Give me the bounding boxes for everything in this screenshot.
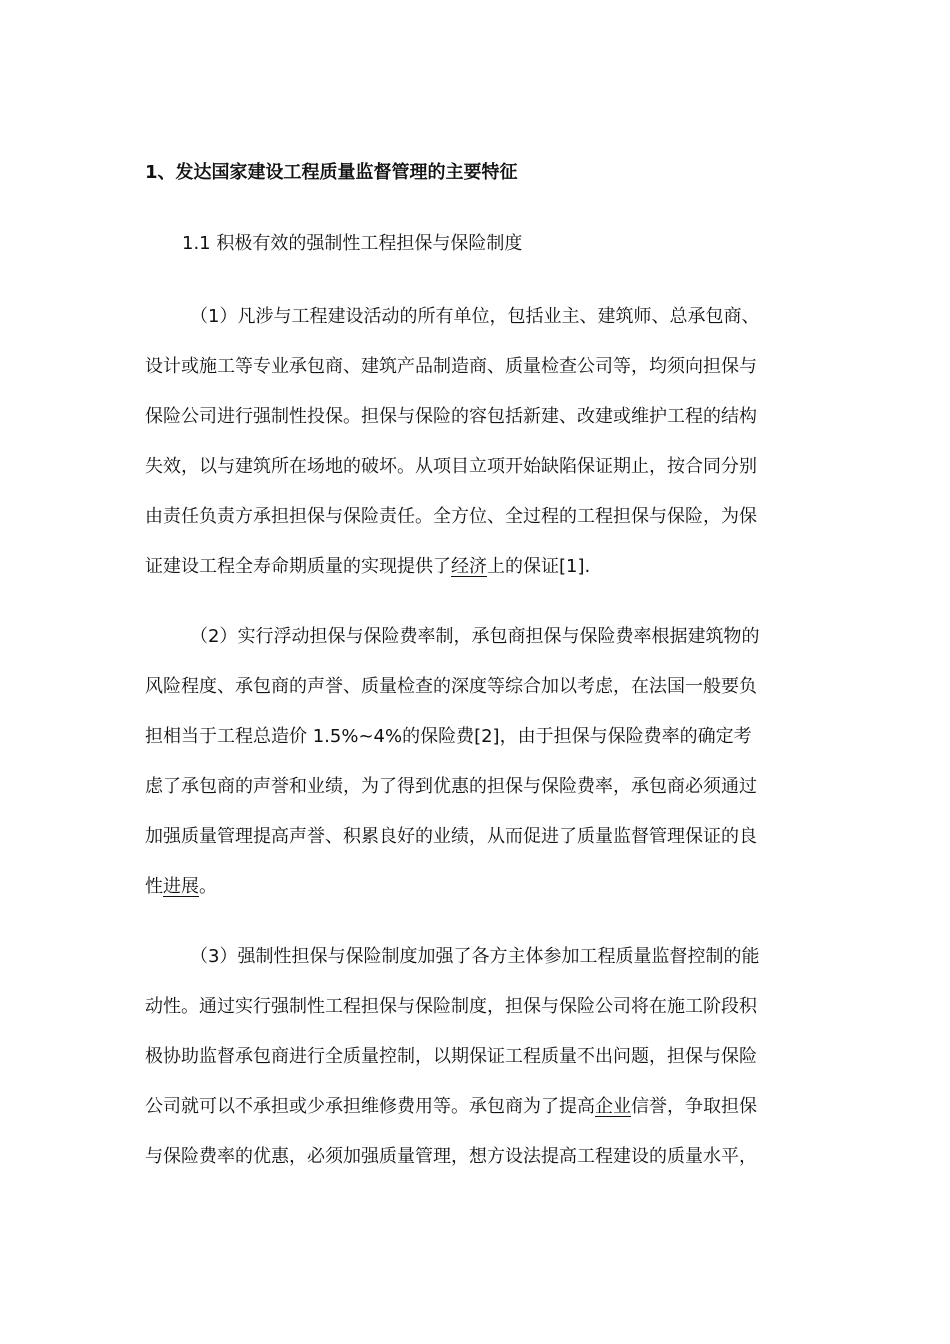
link-economy[interactable]: 经济 (451, 556, 487, 577)
paragraph-line: 加强质量管理提高声誉、积累良好的业绩，从而促进了质量监督管理保证的良 (145, 826, 757, 847)
paragraph-line: 设计或施工等专业承包商、建筑产品制造商、质量检查公司等，均须向担保与 (145, 356, 757, 377)
paragraph-line: 失效，以与建筑所在场地的破坏。从项目立项开始缺陷保证期止，按合同分别 (145, 456, 757, 477)
paragraph-text: 证建设工程全寿命期质量的实现提供了 (145, 556, 451, 577)
paragraph-line (145, 1082, 805, 1132)
paragraph-line: 动性。通过实行强制性工程担保与保险制度，担保与保险公司将在施工阶段积 (145, 996, 757, 1017)
paragraph-line: 由责任负责方承担担保与保险责任。全方位、全过程的工程担保与保险，为保 (145, 506, 757, 527)
paragraph-line (145, 862, 805, 912)
paragraph-line: 保险公司进行强制性投保。担保与保险的容包括新建、改建或维护工程的结构 (145, 406, 757, 427)
paragraph-text: 上的保证[1]. (487, 556, 591, 577)
paragraph-2 (145, 612, 805, 912)
paragraph-line (145, 542, 805, 592)
paragraph-text: 。 (199, 876, 217, 897)
section-heading: 1、发达国家建设工程质量监督管理的主要特征 (145, 162, 518, 183)
paragraph-line: 虑了承包商的声誉和业绩，为了得到优惠的担保与保险费率，承包商必须通过 (145, 776, 757, 797)
paragraph-line: （3）强制性担保与保险制度加强了各方主体参加工程质量监督控制的能 (190, 946, 760, 967)
paragraph-line: 与保险费率的优惠，必须加强质量管理，想方设法提高工程建设的质量水平， (145, 1146, 757, 1167)
paragraph-text: 性 (145, 876, 163, 897)
paragraph-text: 公司就可以不承担或少承担维修费用等。承包商为了提高 (145, 1096, 595, 1117)
subsection-heading: 1.1 积极有效的强制性工程担保与保险制度 (182, 233, 523, 254)
paragraph-line: 风险程度、承包商的声誉、质量检查的深度等综合加以考虑，在法国一般要负 (145, 676, 757, 697)
paragraph-line: 担相当于工程总造价 1.5%~4%的保险费[2]，由于担保与保险费率的确定考 (145, 726, 752, 747)
paragraph-1 (145, 292, 805, 592)
paragraph-3 (145, 932, 805, 1182)
paragraph-line: （2）实行浮动担保与保险费率制，承包商担保与保险费率根据建筑物的 (190, 626, 760, 647)
paragraph-line: （1）凡涉与工程建设活动的所有单位，包括业主、建筑师、总承包商、 (190, 306, 760, 327)
paragraph-line: 极协助监督承包商进行全质量控制，以期保证工程质量不出问题，担保与保险 (145, 1046, 757, 1067)
paragraph-text: 信誉，争取担保 (631, 1096, 757, 1117)
link-progress[interactable]: 进展 (163, 876, 199, 897)
link-enterprise[interactable]: 企业 (595, 1096, 631, 1117)
